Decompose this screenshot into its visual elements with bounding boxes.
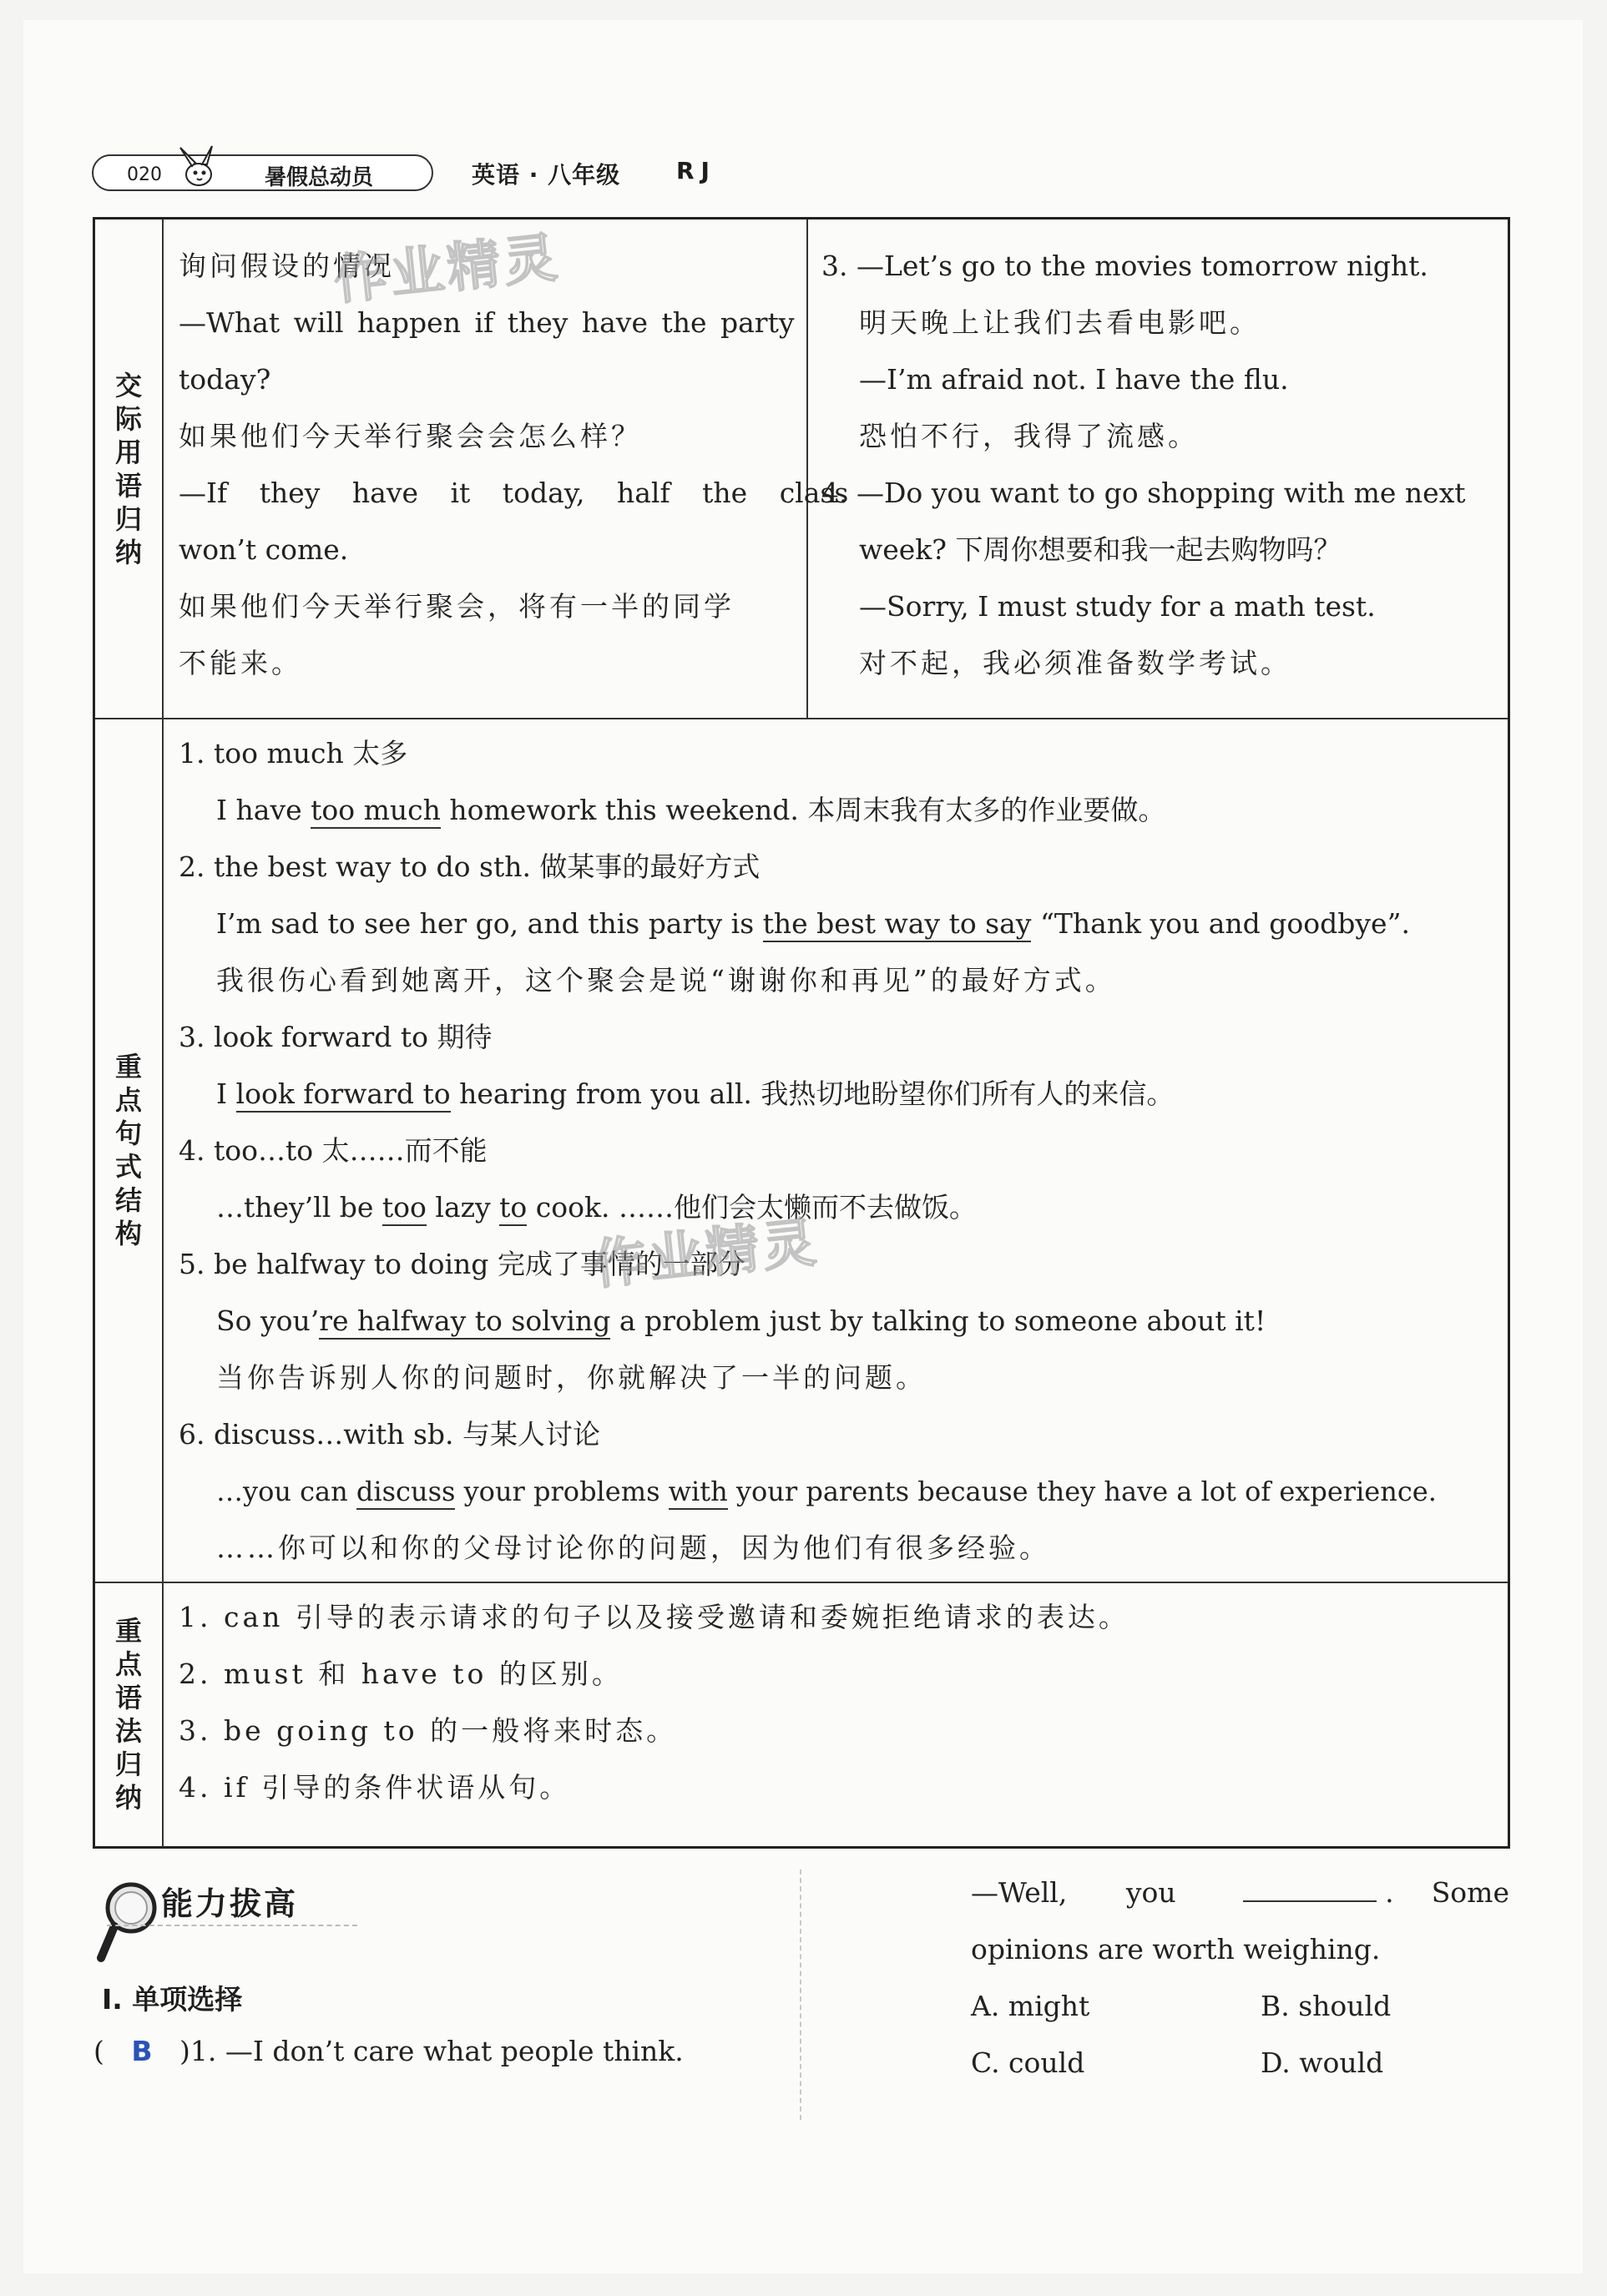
section-header	[96, 1878, 363, 1970]
key-item-example: I’m sad to see her go, and this party is the best way to say “Thank you and goodbye”.	[216, 907, 1410, 941]
comm-right-line: 3. —Let’s go to the movies tomorrow night.	[821, 250, 1428, 282]
comm-right-line: —Sorry, I must study for a math test.	[859, 590, 1376, 623]
comm-right-line: 4. —Do you want to go shopping with me next	[821, 477, 1466, 509]
label-char: 归	[114, 1748, 142, 1780]
option-d[interactable]: D. would	[1261, 2046, 1384, 2079]
option-c[interactable]: C. could	[971, 2046, 1085, 2079]
label-char: 归	[114, 502, 142, 535]
label-char: 交	[114, 369, 142, 401]
label-char: 点	[114, 1648, 142, 1680]
comm-left-line: won’t come.	[179, 533, 349, 566]
comm-left-line: —What will happen if they have the party	[179, 306, 795, 339]
answer-bracket-close: )	[179, 2035, 190, 2067]
key-item-heading: 4. too…to 太……而不能	[179, 1134, 488, 1167]
key-item-heading: 6. discuss…with sb. 与某人讨论	[179, 1418, 601, 1451]
page-header	[92, 154, 1511, 193]
section-divider	[107, 1925, 357, 1926]
label-char: 重	[114, 1615, 142, 1647]
label-char: 纳	[114, 536, 142, 568]
watermark: 作业精灵	[331, 226, 563, 312]
key-item-translation: 当你告诉别人你的问题时，你就解决了一半的问题。	[216, 1361, 927, 1394]
label-char: 点	[114, 1083, 142, 1116]
answer-bracket-open: (	[93, 2035, 104, 2067]
comm-right-line: 对不起，我必须准备数学考试。	[859, 647, 1291, 679]
rabbit-mascot-icon	[174, 144, 225, 191]
key-item-translation: 我很伤心看到她离开，这个聚会是说“谢谢你和再见”的最好方式。	[216, 964, 1116, 997]
watermark: 作业精灵	[589, 1211, 822, 1297]
comm-right-line: 明天晚上让我们去看电影吧。	[859, 306, 1261, 339]
label-char: 语	[114, 1682, 142, 1713]
row-divider	[95, 1582, 1508, 1583]
comm-left-line: today?	[179, 363, 271, 396]
part-title: Ⅰ. 单项选择	[102, 1983, 243, 2016]
key-item-example: I have too much homework this weekend. 本周末我有太多的作业要做。	[216, 794, 1165, 827]
comm-left-line: 不能来。	[179, 647, 302, 679]
answer-blank[interactable]	[1243, 1900, 1377, 1902]
question-1-reply: —Well, you . Some	[971, 1876, 1509, 1909]
label-char: 构	[114, 1217, 142, 1249]
label-char: 际	[114, 402, 142, 435]
label-char: 语	[114, 469, 142, 502]
key-item-heading: 3. look forward to 期待	[179, 1021, 493, 1053]
grammar-item: 1. can 引导的表示请求的句子以及接受邀请和委婉拒绝请求的表达。	[179, 1601, 1129, 1633]
column-divider	[800, 1870, 801, 2120]
label-char: 纳	[114, 1782, 142, 1814]
edition-code: RJ	[676, 157, 716, 184]
page-number: 020	[127, 164, 162, 185]
option-a[interactable]: A. might	[971, 1990, 1090, 2022]
label-char: 用	[114, 436, 142, 468]
key-item-heading: 1. too much 太多	[179, 737, 408, 770]
question-text: 1. —I don’t care what people think.	[190, 2035, 684, 2067]
grammar-item: 2. must 和 have to 的区别。	[179, 1658, 623, 1690]
communication-split-divider	[806, 220, 808, 718]
book-title: 暑假总动员	[265, 165, 374, 190]
comm-right-line: week? 下周你想要和我一起去购物吗？	[859, 533, 1342, 566]
key-sentences-label	[95, 718, 162, 1582]
comm-left-line: —If they have it today, half the class	[179, 477, 849, 509]
question-1-reply-cont: opinions are worth weighing.	[971, 1933, 1381, 1965]
answer-mark: B	[131, 2035, 153, 2067]
label-char: 法	[114, 1715, 142, 1747]
label-char: 重	[114, 1050, 142, 1082]
label-column-divider	[162, 220, 164, 1847]
grammar-label	[95, 1582, 162, 1847]
grammar-item: 3. be going to 的一般将来时态。	[179, 1714, 678, 1747]
section-title: 能力拔高	[161, 1885, 299, 1922]
question-1	[93, 2035, 684, 2068]
key-item-translation: ……你可以和你的父母讨论你的问题，因为他们有很多经验。	[216, 1532, 1050, 1564]
key-item-heading: 2. the best way to do sth. 做某事的最好方式	[179, 850, 761, 883]
key-item-example: So you’re halfway to solving a problem just by talking to someone about it!	[216, 1304, 1266, 1338]
subject-grade: 英语 · 八年级	[472, 161, 621, 189]
grammar-item: 4. if 引导的条件状语从句。	[179, 1771, 571, 1804]
comm-left-line: 如果他们今天举行聚会，将有一半的同学	[179, 590, 735, 623]
comm-right-line: —I’m afraid not. I have the flu.	[859, 363, 1289, 396]
key-item-heading: 5. be halfway to doing 完成了事情的一部分	[179, 1248, 745, 1280]
summary-table	[93, 217, 1510, 1849]
label-char: 结	[114, 1183, 142, 1216]
magnifier-icon	[96, 1878, 163, 1970]
comm-left-line: 询问假设的情况	[179, 250, 395, 282]
key-item-example: …they’ll be too lazy to cook. ……他们会太懒而不去做饭。	[216, 1191, 977, 1224]
row-divider	[95, 718, 1508, 719]
comm-right-line: 恐怕不行，我得了流感。	[859, 420, 1199, 452]
label-char: 句	[114, 1117, 142, 1149]
key-item-example: …you can discuss your problems with your parents because they have a lot of experience.	[216, 1475, 1437, 1508]
comm-left-line: 如果他们今天举行聚会会怎么样？	[179, 420, 642, 452]
option-b[interactable]: B. should	[1261, 1990, 1392, 2022]
communication-label	[95, 220, 162, 718]
key-item-example: I look forward to hearing from you all. 我热切地盼望你们所有人的来信。	[216, 1077, 1174, 1111]
header-pill	[92, 154, 433, 191]
label-char: 式	[114, 1150, 142, 1183]
